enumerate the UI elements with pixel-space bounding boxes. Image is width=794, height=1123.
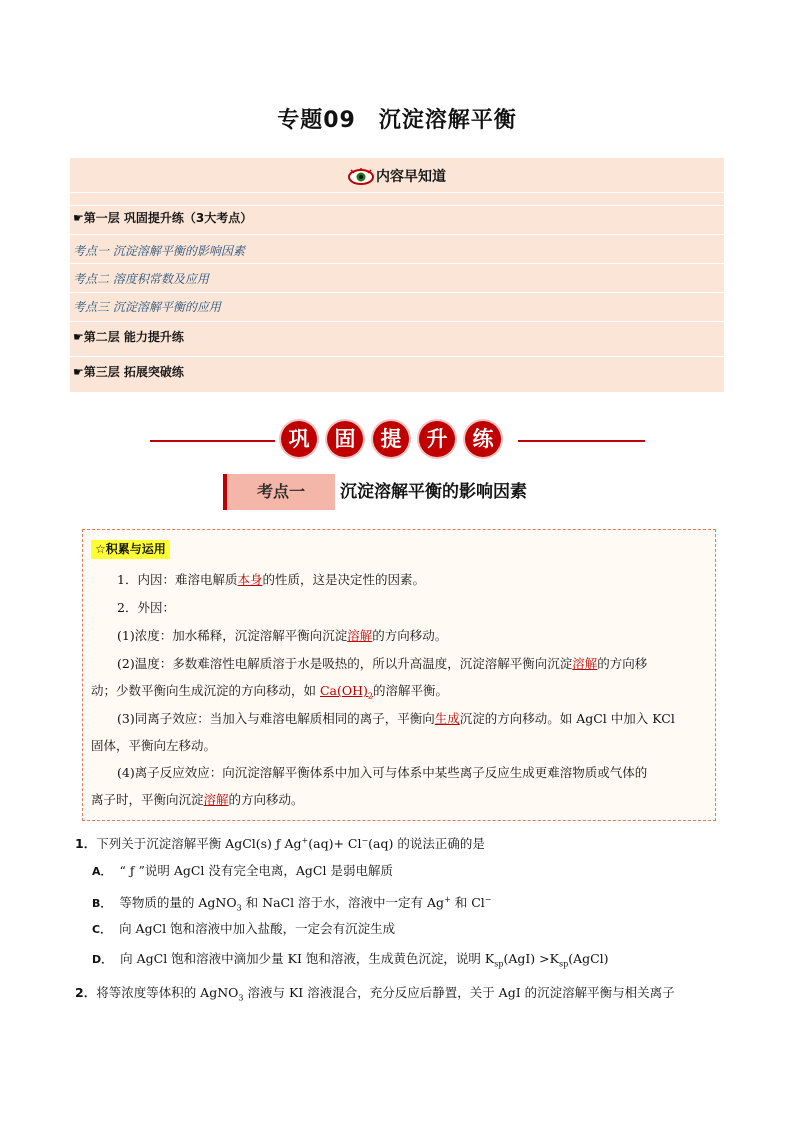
knowledge-line xyxy=(91,655,709,673)
text: 的方向移动。 xyxy=(372,628,448,643)
overview-point-3 xyxy=(70,292,724,322)
highlight: 生成 xyxy=(434,711,460,726)
text: 离子时，平衡向沉淀 xyxy=(91,792,204,807)
banner-line-right xyxy=(518,440,645,442)
superscript: + xyxy=(301,836,309,845)
overview-heading: 内容早知道 xyxy=(376,169,446,185)
superscript: − xyxy=(484,895,492,904)
question-number: 1． xyxy=(75,836,97,852)
option-letter: C． xyxy=(92,923,112,936)
option-text: 向 AgCl 饱和溶液中加入盐酸，一定会有沉淀生成 xyxy=(119,921,396,936)
banner-char: 固 xyxy=(327,421,363,457)
banner-char: 升 xyxy=(419,421,455,457)
option-text: (AgI) >K xyxy=(503,951,559,966)
option-b[interactable] xyxy=(92,891,722,918)
option-text: 向 AgCl 饱和溶液中滴加少量 KI 饱和溶液，生成黄色沉淀，说明 K xyxy=(120,951,495,966)
question-number: 2． xyxy=(75,985,97,1000)
point-2-label: 考点二 溶度积常数及应用 xyxy=(73,272,209,286)
option-a[interactable] xyxy=(92,862,722,881)
overview-header xyxy=(70,158,724,193)
text: (aq) 的说法正确的是 xyxy=(368,836,485,852)
highlight: 溶解 xyxy=(572,656,598,671)
page-title: 专题09 沉淀溶解平衡 xyxy=(277,108,517,133)
level-1-label: ☛第一层 巩固提升练（3大考点） xyxy=(73,211,253,225)
text: (3)同离子效应：当加入与难溶电解质相同的离子，平衡向 xyxy=(117,711,435,726)
option-letter: B． xyxy=(92,897,112,911)
overview-title-wrap xyxy=(70,166,724,186)
point-1-label: 考点一 沉淀溶解平衡的影响因素 xyxy=(73,244,245,258)
banner-char: 练 xyxy=(465,421,501,457)
option-letter: D． xyxy=(92,953,113,966)
text: 将等浓度等体积的 AgNO xyxy=(96,985,239,1000)
knowledge-line: 2．外因： xyxy=(117,600,175,615)
subscript: sp xyxy=(558,959,569,969)
section-banner xyxy=(281,421,501,461)
question-1-stem xyxy=(75,832,725,853)
knowledge-box xyxy=(82,529,716,821)
overview-level-2 xyxy=(70,321,724,357)
knowledge-line xyxy=(91,710,709,728)
text: (aq)+ Cl xyxy=(308,836,362,852)
level-2-label: ☛第二层 能力提升练 xyxy=(73,330,184,344)
option-d[interactable] xyxy=(92,950,722,974)
option-c[interactable] xyxy=(92,920,722,939)
text: (1)浓度：加水稀释，沉淀溶解平衡向沉淀 xyxy=(117,628,348,643)
overview-point-2 xyxy=(70,263,724,293)
option-text: (AgCl) xyxy=(568,951,609,966)
eye-icon xyxy=(348,168,374,186)
text: 的方向移 xyxy=(597,656,648,671)
subscript: 2 xyxy=(367,691,373,701)
highlight: 溶解 xyxy=(203,792,229,807)
option-text: “ ƒ ”说明 AgCl 没有完全电离，AgCl 是弱电解质 xyxy=(119,863,393,878)
subscript: sp xyxy=(494,959,504,969)
section-label: 考点一 xyxy=(223,474,335,510)
knowledge-line xyxy=(91,791,709,809)
banner-line-left xyxy=(150,440,275,442)
banner-char: 巩 xyxy=(281,421,317,457)
knowledge-line: (4)离子反应效应：向沉淀溶解平衡体系中加入可与体系中某些离子反应生成更难溶物质或气体的 xyxy=(117,765,648,780)
subscript: 3 xyxy=(236,903,242,913)
knowledge-line xyxy=(91,682,709,706)
highlight: 本身 xyxy=(237,572,263,587)
text: 的性质，这是决定性的因素。 xyxy=(262,572,425,587)
text: 的方向移动。 xyxy=(228,792,304,807)
option-text: 和 Cl xyxy=(450,895,485,911)
text: 1．内因：难溶电解质 xyxy=(117,572,238,587)
question-2-stem xyxy=(75,984,725,1008)
highlight xyxy=(319,683,373,701)
knowledge-line: 固体，平衡向左移动。 xyxy=(91,738,217,753)
superscript: + xyxy=(444,895,451,904)
level-3-label: ☛第三层 拓展突破练 xyxy=(73,365,184,379)
section-title: 沉淀溶解平衡的影响因素 xyxy=(340,482,527,502)
option-text: 等物质的量的 AgNO xyxy=(119,895,237,911)
formula: Ca(OH) xyxy=(319,683,368,698)
option-text: 和 NaCl 溶于水，溶液中一定有 Ag xyxy=(241,895,445,911)
contents-overview xyxy=(70,158,724,392)
overview-level-3 xyxy=(70,356,724,393)
overview-level-1 xyxy=(70,205,724,235)
knowledge-line xyxy=(91,571,709,589)
option-letter: A． xyxy=(92,865,112,878)
text: 溶液与 KI 溶液混合，充分反应后静置，关于 AgI 的沉淀溶解平衡与相关离子 xyxy=(243,985,675,1000)
highlight: 溶解 xyxy=(347,628,373,643)
text: 沉淀的方向移动。如 AgCl 中加入 KCl xyxy=(459,711,675,726)
knowledge-tag: ☆积累与运用 xyxy=(91,540,170,559)
knowledge-line xyxy=(91,627,709,645)
subscript: 3 xyxy=(238,993,244,1003)
overview-point-1 xyxy=(70,234,724,264)
text: (2)温度：多数难溶性电解质溶于水是吸热的，所以升高温度，沉淀溶解平衡向沉淀 xyxy=(117,656,573,671)
banner-char: 提 xyxy=(373,421,409,457)
text: 的溶解平衡。 xyxy=(373,683,449,698)
text: 下列关于沉淀溶解平衡 AgCl(s) ƒ Ag xyxy=(96,836,302,852)
superscript: − xyxy=(361,836,369,845)
text: 动；少数平衡向生成沉淀的方向移动，如 xyxy=(91,683,320,698)
point-3-label: 考点三 沉淀溶解平衡的应用 xyxy=(73,300,221,314)
